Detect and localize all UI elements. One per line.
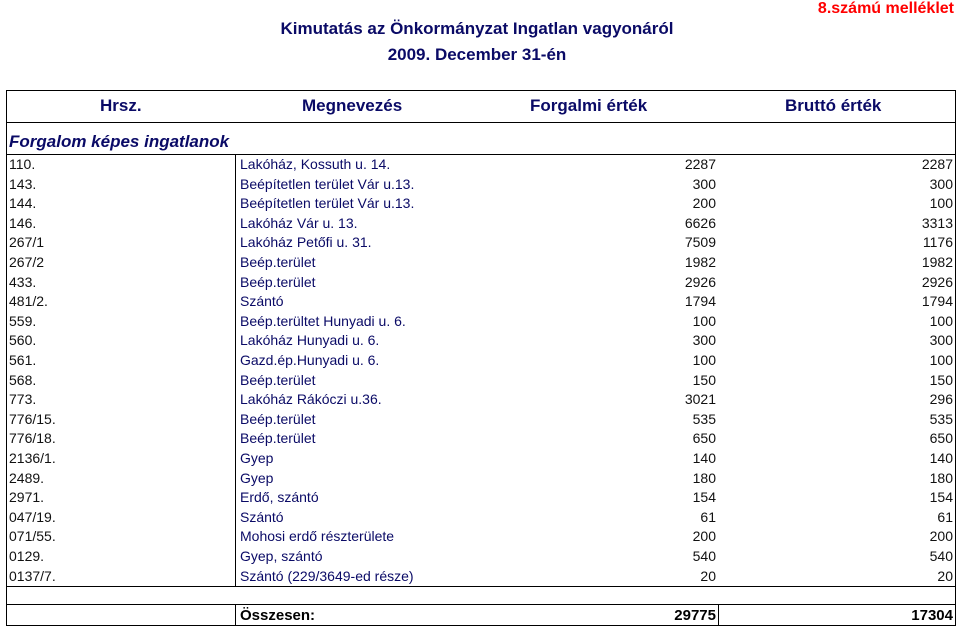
cell-forgalmi: 100 bbox=[692, 312, 716, 329]
cell-forgalmi: 540 bbox=[692, 548, 716, 564]
cell-name: Beép.terültet Hunyadi u. 6. bbox=[240, 312, 406, 329]
cell-name: Beép.terület bbox=[240, 254, 316, 270]
cell-name: Lakóház Hunyadi u. 6. bbox=[240, 332, 380, 349]
cell-hrsz: 481/2. bbox=[9, 293, 48, 310]
cell-forgalmi: 61 bbox=[700, 508, 716, 525]
cell-hrsz: 559. bbox=[9, 312, 37, 329]
blank-row-divider bbox=[6, 586, 956, 587]
cell-name: Gyep bbox=[240, 469, 274, 486]
cell-hrsz: 071/55. bbox=[9, 528, 56, 545]
cell-name: Szántó (229/3649-ed része) bbox=[240, 567, 414, 584]
cell-hrsz: 560. bbox=[9, 332, 37, 349]
cell-name: Erdő, szántó bbox=[240, 489, 319, 506]
cell-hrsz: 144. bbox=[9, 195, 37, 212]
cell-hrsz: 2136/1. bbox=[9, 450, 56, 466]
cell-forgalmi: 150 bbox=[692, 371, 716, 388]
cell-name: Beépítetlen terület Vár u.13. bbox=[240, 175, 415, 192]
cell-brutto: 300 bbox=[929, 175, 953, 192]
cell-forgalmi: 650 bbox=[692, 430, 716, 447]
cell-name: Szántó bbox=[240, 508, 284, 525]
cell-name: Beép.terület bbox=[240, 371, 316, 388]
cell-hrsz: 267/2 bbox=[9, 254, 45, 270]
cell-forgalmi: 1794 bbox=[684, 293, 716, 310]
grid-col-line-1 bbox=[235, 154, 236, 587]
cell-hrsz: 433. bbox=[9, 273, 37, 290]
cell-forgalmi: 1982 bbox=[684, 254, 716, 270]
cell-brutto: 180 bbox=[929, 469, 953, 486]
cell-hrsz: 776/18. bbox=[9, 430, 56, 447]
cell-name: Gyep bbox=[240, 450, 274, 466]
cell-forgalmi: 300 bbox=[692, 175, 716, 192]
cell-name: Gazd.ép.Hunyadi u. 6. bbox=[240, 352, 380, 368]
cell-name: Beép.terület bbox=[240, 273, 316, 290]
cell-brutto: 200 bbox=[929, 528, 953, 545]
totals-divider bbox=[6, 604, 956, 605]
cell-hrsz: 146. bbox=[9, 214, 37, 231]
cell-forgalmi: 154 bbox=[692, 489, 716, 506]
cell-name: Beépítetlen terület Vár u.13. bbox=[240, 195, 415, 212]
cell-name: Lakóház Vár u. 13. bbox=[240, 214, 358, 231]
cell-brutto: 650 bbox=[929, 430, 953, 447]
cell-name: Mohosi erdő részterülete bbox=[240, 528, 395, 545]
cell-hrsz: 568. bbox=[9, 371, 37, 388]
cell-brutto: 100 bbox=[929, 352, 953, 368]
cell-hrsz: 561. bbox=[9, 352, 37, 368]
column-header-brutto: Bruttó érték bbox=[785, 96, 882, 115]
totals-forgalmi: 29775 bbox=[674, 607, 716, 624]
grid-col-line-2 bbox=[235, 604, 236, 626]
cell-name: Beép.terület bbox=[240, 430, 316, 447]
cell-name: Gyep, szántó bbox=[240, 548, 323, 564]
cell-name: Lakóház Rákóczi u.36. bbox=[240, 391, 382, 408]
cell-forgalmi: 3021 bbox=[684, 391, 716, 408]
cell-name: Szántó bbox=[240, 293, 284, 310]
cell-brutto: 1794 bbox=[921, 293, 953, 310]
cell-forgalmi: 200 bbox=[692, 195, 716, 212]
cell-brutto: 140 bbox=[929, 450, 953, 466]
cell-forgalmi: 7509 bbox=[684, 234, 716, 251]
cell-brutto: 296 bbox=[929, 391, 953, 408]
cell-forgalmi: 2926 bbox=[684, 273, 716, 290]
cell-forgalmi: 140 bbox=[692, 450, 716, 466]
cell-brutto: 535 bbox=[929, 410, 953, 427]
cell-brutto: 2287 bbox=[921, 156, 953, 172]
cell-hrsz: 0137/7. bbox=[9, 567, 56, 584]
cell-hrsz: 2971. bbox=[9, 489, 45, 506]
cell-brutto: 540 bbox=[929, 548, 953, 564]
cell-hrsz: 110. bbox=[9, 156, 36, 172]
cell-name: Beép.terület bbox=[240, 410, 316, 427]
cell-forgalmi: 180 bbox=[692, 469, 716, 486]
document-title: Kimutatás az Önkormányzat Ingatlan vagyonáról bbox=[280, 19, 674, 38]
column-header-hrsz: Hrsz. bbox=[100, 96, 142, 115]
grid-col-line-3 bbox=[718, 604, 719, 626]
cell-brutto: 300 bbox=[929, 332, 953, 349]
cell-brutto: 154 bbox=[929, 489, 953, 506]
cell-forgalmi: 300 bbox=[692, 332, 716, 349]
cell-forgalmi: 535 bbox=[692, 410, 716, 427]
cell-forgalmi: 6626 bbox=[684, 214, 716, 231]
cell-brutto: 3313 bbox=[921, 214, 953, 231]
cell-hrsz: 0129. bbox=[9, 548, 45, 564]
cell-hrsz: 776/15. bbox=[9, 410, 56, 427]
header-divider bbox=[6, 122, 956, 123]
cell-brutto: 20 bbox=[937, 567, 953, 584]
section-title: Forgalom képes ingatlanok bbox=[9, 132, 230, 151]
cell-name: Lakóház Petőfi u. 31. bbox=[240, 234, 372, 251]
column-header-name: Megnevezés bbox=[302, 96, 403, 115]
cell-hrsz: 773. bbox=[9, 391, 37, 408]
appendix-label: 8.számú melléklet bbox=[817, 0, 954, 17]
cell-brutto: 61 bbox=[937, 508, 953, 525]
cell-brutto: 1176 bbox=[922, 234, 953, 251]
cell-forgalmi: 2287 bbox=[684, 156, 716, 172]
cell-brutto: 1982 bbox=[921, 254, 953, 270]
column-header-forgalmi: Forgalmi érték bbox=[530, 96, 648, 115]
cell-brutto: 100 bbox=[929, 312, 953, 329]
cell-hrsz: 047/19. bbox=[9, 508, 56, 525]
cell-hrsz: 2489. bbox=[9, 469, 45, 486]
cell-hrsz: 143. bbox=[9, 175, 37, 192]
totals-label: Összesen: bbox=[240, 607, 316, 624]
document-date: 2009. December 31-én bbox=[387, 45, 567, 64]
cell-brutto: 100 bbox=[929, 195, 953, 212]
totals-brutto: 17304 bbox=[911, 607, 953, 624]
cell-name: Lakóház, Kossuth u. 14. bbox=[240, 156, 391, 172]
cell-brutto: 2926 bbox=[921, 273, 953, 290]
cell-brutto: 150 bbox=[929, 371, 953, 388]
cell-hrsz: 267/1 bbox=[9, 234, 45, 251]
cell-forgalmi: 100 bbox=[692, 352, 716, 368]
cell-forgalmi: 20 bbox=[700, 567, 716, 584]
cell-forgalmi: 200 bbox=[692, 528, 716, 545]
